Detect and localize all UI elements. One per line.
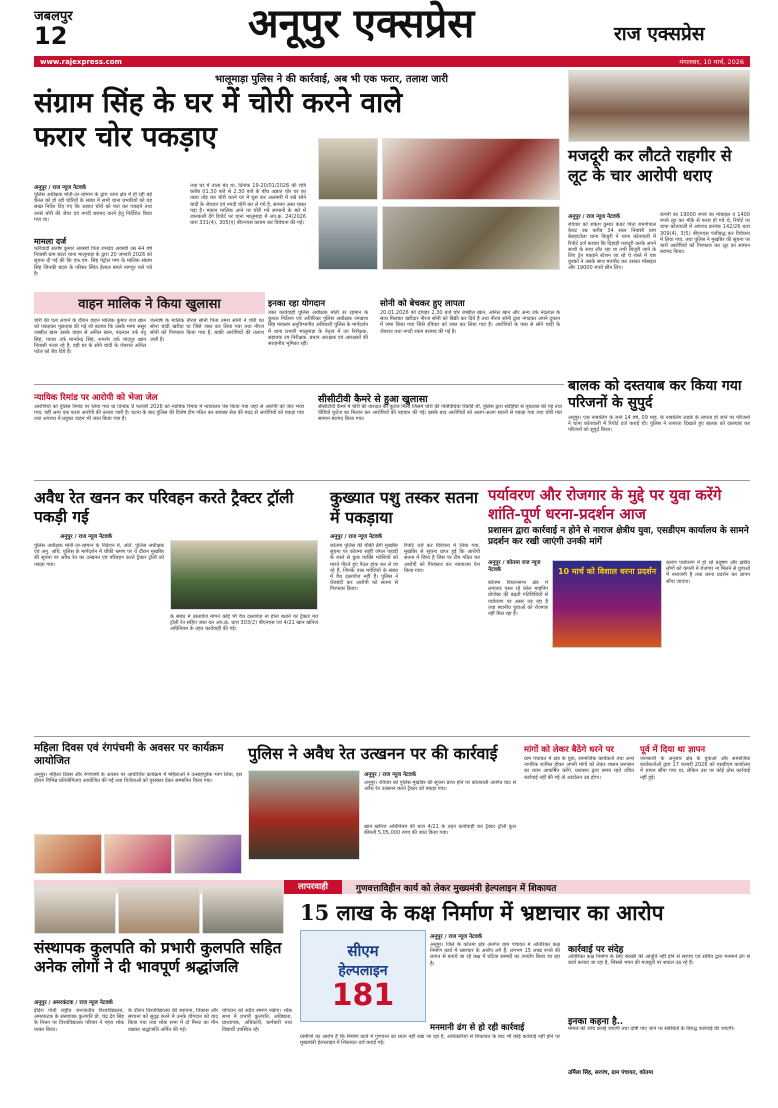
cm-side-head: कार्रवाई पर संदेह: [568, 945, 624, 955]
missing-boy-body: अनूपुर। एक नाबालिग के जाने 14 वर्ष, 09 माह, के नाबालिग लड़के के लापता हो जाने पर परिजनों ने थाना कोतवाली में रिपोर्ट दर्ज कराई थी। पुलिस ने तत्परता दिखाते हुए बालक को दस्तयाब कर परिजनों को सुपुर्द किया।: [568, 415, 750, 434]
tribute-photo: [34, 886, 116, 934]
cm-strip-text: गुणवत्ताविहीन कार्य को लेकर मुख्यमंत्री हेल्पलाइन में शिकायत: [355, 883, 557, 894]
farmers-head: मांगों को लेकर बैठेंगे धरने पर: [524, 745, 614, 755]
robbery-body: कंपनी का 19000 रुपये का मोबाइल व 1400 रुपये लूट कर मौके से फरार हो गये थे, रिपोर्ट पर थाना कोतवाली में अपराध क्रमांक 142/26 धारा 309(4), 3(5) बीएनएस पंजीबद्ध कर विवेचना में लिया गया, तथा पुलिस ने मुखबिर की सूचना पर चारों आरोपियों को गिरफ्तार कर लूट का सामान बरामद किया।: [660, 212, 750, 256]
city-label: जबलपुर: [34, 9, 73, 24]
women-day-body: अनूपुर। महिला दिवस और रंगपंचमी के अवसर पर आयोजित कार्यक्रम में महिलाओं ने उत्साहपूर्वक भाग लिया, इस दौरान विभिन्न प्रतियोगिताएं आयोजित की गईं तथा विजेताओं को पुरस्कार देकर सम्मानित किया गया।: [34, 772, 242, 785]
police-sand-body: अनूपुर। रविवार को पुलिस मुखबिर की सूचना प्राप्त होने पर कोतवाली अंतर्गत घाट से अवैध रेत उत्खनन करते ट्रैक्टर को पकड़ा गया।: [364, 780, 516, 793]
tribute-body: के दौरान विश्वविद्यालय की स्थापना, विकास और संरचना को सुदृढ़ करने में उनके योगदान को याद किया गया तथा शोक सभा में दो मिनट का मौन रखकर श्रद्धांजलि अर्पित की गई।: [128, 1008, 218, 1033]
lead-body: पुलिस अधीक्षक मोती-उर-रहमान के द्वारा थाना क्षेत्र में हो रही बड़े चैनल को हो रही चोरियों के संबंध में सभी थाना प्रभारियों को यह सख्त निर्देश दिए गए कि अज्ञात चोरों को पता कर पकड़ने तथा उनसे चोरी की जेवर एवं नगदी बरामद करने हेतु निर्देशित किया गया था।: [34, 192, 152, 223]
accused-photo: [568, 70, 750, 142]
cm-side-body: मामले की जांच कराई जाएगी तथा दोषी पाए जाने पर संबंधितों के विरुद्ध कार्रवाई की जाएगी।: [568, 1026, 735, 1032]
farmers-body: ग्राम पंचायत में क्षेत्र के युवा, सामाजिक कार्यकर्ता तथा अन्य नागरिक शामिल होकर अपनी मांगों को लेकर शासन प्रशासन का ध्यान आकर्षित करेंगे, प्रशासन द्वारा समय रहते उचित कार्रवाई नहीं की गई तो आंदोलन उग्र होगा।: [524, 756, 634, 781]
helpline-cm: सीएम: [347, 941, 379, 960]
arrest-photo: [382, 206, 560, 270]
protest-poster: [552, 560, 662, 648]
cattle-body: कोतमा पुलिस की चौकी ठेंगी मुखबिर सूचना पर कोतमा साहीं जंगल पहाड़ी के रास्ते से कुछ व्यक्ति मवेशियों को मारते पीटते हुए पैदल हांक कर ले जा रहे हैं, जिनके पास मवेशियों के संबंध में वैध दस्तावेज नहीं हैं। पुलिस ने घेराबंदी कर आरोपी को सतना से गिरफ्तार किया।: [330, 543, 398, 593]
tribute-photos: [34, 886, 284, 934]
cattle-byline: अनूपुर / राज न्यूज नेटवर्क: [330, 534, 383, 540]
divider: [34, 384, 564, 385]
lead-body: जलवर्ष के मालिक नीरज सोनी पिता उमेश सोनी ने चोरी का सोना चांदी खरीदा था जिसे जब्त कर लिया गया तथा नीरज सोनी को गिरफ्तार किया गया है, बाकी आरोपियों की तलाश जारी है।: [150, 318, 264, 343]
site-url[interactable]: www.rajexpress.com: [40, 57, 122, 66]
event-photo: [174, 834, 242, 874]
remand-body: आरोपियों को पुलिस रिमांड पर लिया गया था दिनांक 9 फरवरी 2026 को न्यायिक रिमांड में न्यायालय पेश किया गया जहां से आरोपी को जेल भेजा गया, वहीं अन्य एक फरार आरोपी की तलाश जारी है। घटना के बाद पुलिस की विशेष टीम गठित कर सायबर सेल की मदद से आरोपियों को पकड़ा गया तथा अपराध में प्रयुक्त वाहन भी जब्त किया गया है।: [34, 404, 304, 423]
cattle-headline: कुख्यात पशु तस्कर सतना में पकड़ाया: [330, 488, 479, 527]
officer-photo: [318, 138, 378, 200]
cm-side-sign: उर्मिला सिंह, सरपंच, ग्राम पंचायत, कोतमा: [568, 1070, 654, 1076]
cm-body: ग्रामीणों का आरोप है कि निर्माण कार्य में गुणवत्ता का ध्यान नहीं रखा जा रहा है, अधिकारियों से शिकायत के बाद भी कोई कार्रवाई नहीं होने पर मुख्यमंत्री हेल्पलाइन में शिकायत दर्ज कराई गई।: [300, 1034, 560, 1047]
tractor-photo: [170, 540, 318, 610]
event-photo: [104, 834, 172, 874]
women-day-headline: महिला दिवस एवं रंगपंचमी के अवसर पर कार्यक्रम आयोजित: [34, 742, 224, 767]
cm-side-head: इनका कहना है..: [568, 1017, 623, 1027]
lead-body: फरियादी संतोष कुमार अवस्थी पिता रामदेव अवस्थी उम्र 44 वर्ष निवासी ग्राम बदरा थाना भालूमाड़ा के द्वारा 20 जनवरी 2026 को सूचना दी गई की कि एफ.एम. सिंह पेट्रोल पम्प के मालिक संग्राम सिंह जिनकी बदरा के परिसर स्थित हेलाल बगले नागपुर चले गये है।: [34, 246, 152, 277]
cattle-body: रिपोर्ट दर्ज कर विवेचना में लिया गया, मुखबिर से सूचना प्राप्त हुई कि आरोपी सतना में छिपा है जिस पर टीम गठित कर आरोपी को गिरफ्तार कर न्यायालय पेश किया गया।: [404, 543, 480, 574]
memo-body: जानकारी के अनुसार क्षेत्र के युवाओं और सामाजिक कार्यकर्ताओं द्वारा 17 फरवरी 2026 को एसडीएम कार्यालय में ज्ञापन सौंपा गया था, लेकिन उस पर कोई ठोस कार्रवाई नहीं हुई।: [640, 756, 750, 781]
missing-body: 20.01.2026 को दोपहर 2.30 बजे चोर जब्बील खान, अनिल खान और अन्य उर्फ नंदलाल के साथ मिलकर खरीदार नीरज सोनी को बिक्री कर दिये है तथा नीरज सोनी द्वारा नगदकर अपने दुकान में जमा किया गया जिसे रविवार को जब्त कर लिया गया है। आरोपियों के पास से सोने चांदी के जेवरात तथा नगदी रकम बरामद की गई है।: [380, 310, 560, 335]
cm-byline: अनूपुर / राज न्यूज नेटवर्क: [430, 934, 483, 940]
missing-head: सोनी को बेचकर हुए लापता: [380, 299, 465, 309]
protest-byline: अनूपुर / कोतमा राज न्यूज नेटवर्क: [488, 560, 541, 573]
divider: [34, 736, 750, 737]
tribute-byline: अनूपुर / अमरकंटक / राज न्यूज नेटवर्क: [34, 1000, 113, 1006]
lead-body: चोरी की पता लगाने के दौरान वाहन मालिक कुमार राज खान को पकड़कर पूछताछ की गई जो बताया कि उसके मामा ससुर जब्बील खान उसके वाहन से अनिल खान, नंदलाल उर्फ नंदू सिंह, पातार उर्फ मानवेन्द्र सिंह, शमशेर उर्फ चांदपुर खान निवासी फरार रहे है, वही घर के सोने चांदी के जेवरात अनिल पटेल को बेच दिये हैं।: [34, 318, 146, 356]
contribution-body: उक्त कार्यवाही पुलिस अधीक्षक मोती उर रहमान के कुशल निर्देशन एवं अतिरिक्त पुलिस अधीक्षक जगन्नाथ सिंह मरकाम अनुविभागीय अधिकारी पुलिस के मार्गदर्शन में थाना प्रभारी भालूमाड़ा के नेतृत्व में उप निरीक्षक, सहायक उप निरीक्षक, प्रधान आरक्षक एवं आरक्षकों की सराहनीय भूमिका रही।: [268, 310, 368, 348]
cm-body: अनूपुर। जिले के कोतमा क्षेत्र अंतर्गत ग्राम पंचायत में अतिरिक्त कक्ष निर्माण कार्य में भ्रष्टाचार के आरोप लगे हैं, लगभग 15 लाख रुपये की लागत से बनाये जा रहे कक्ष में घटिया सामग्री का उपयोग किया जा रहा है।: [430, 942, 560, 967]
cctv-body: सीसीटीवी कैमरे में चोरी की वारदात की फुटेज मिली जिसमें चोरों की गतिविधियां रिकॉर्ड थीं, पुलिस द्वारा संदेहियों से पूछताछ की गई तथा वीडियो फुटेज का मिलान कर आरोपियों की पहचान की गई। इसके बाद आरोपियों को अलग-अलग स्थानों से पकड़ा गया तथा चोरी गया सामान बरामद किया गया।: [318, 404, 562, 423]
page-number: 12: [34, 22, 68, 50]
officer-photo: [318, 206, 378, 270]
robbery-headline: मजदूरी कर लौटते राहगीर से लूट के चार आरोपी धराए: [568, 146, 732, 185]
cm-headline: 15 लाख के कक्ष निर्माण में भ्रष्टाचार का आरोप: [300, 900, 664, 925]
protest-deck: प्रशासन द्वारा कार्रवाई न होने से नाराज क्षेत्रीय युवा, एसडीएम कार्यालय के सामने प्रदर्शन कर रखी जाएंगी उनकी मांगें: [488, 526, 749, 547]
arrest-photo: [382, 138, 560, 200]
masthead-strip: [34, 56, 750, 67]
tribute-body: इंदिरा गांधी राष्ट्रीय जनजातीय विश्वविद्यालय, अमरकंटक के संस्थापक कुलपति प्रो. चंद्र देव सिंह के निधन पर विश्वविद्यालय परिवार ने गहरा शोक व्यक्त किया।: [34, 1008, 124, 1033]
protest-body: कारण पर्यावरण में हो रहे प्रदूषण और क्षेत्रीय लोगों को कंपनी में रोजगार ना मिलने से युवाओं में नाराजगी है तथा धरना प्रदर्शन कर ज्ञापन सौंपा जाएगा।: [666, 560, 750, 585]
lead-subhead: मामला दर्ज: [34, 236, 67, 246]
cctv-head: सीसीटीवी कैमरे से हुआ खुलासा: [318, 394, 428, 405]
police-photos: [310, 138, 560, 278]
women-day-photos: [34, 834, 242, 874]
cm-subhead: मनमानी ढंग से हो रही कार्रवाई: [430, 1023, 525, 1033]
divider: [34, 480, 750, 481]
police-sand-byline: अनूपुर / राज न्यूज नेटवर्क: [364, 772, 417, 778]
tribute-photo: [118, 886, 200, 934]
tribute-headline: संस्थापक कुलपति को प्रभारी कुलपति सहित अनेक लोगों ने दी भावपूर्ण श्रद्धांजलि: [34, 938, 282, 976]
tribute-photo: [202, 886, 284, 934]
helpline-logo: [300, 930, 426, 1022]
sand-body: पुलिस अधीक्षक मोती-उर-रहमान के निर्देशन में, अति. पुलिस अधीक्षक एवं अनु. अधि. पुलिस के मार्गदर्शन में चौकी भ्रमण पर थे दौरान मुखबिर की सूचना पर अवैध रेत का उत्खनन एवं परिवहन करते ट्रैक्टर ट्रॉली को पकड़ा गया।: [34, 543, 164, 568]
sand-headline: अवैध रेत खनन कर परिवहन करते ट्रैक्टर ट्रॉली पकड़ी गई: [34, 488, 294, 526]
protest-body: कोतमा विधानसभा क्षेत्र में लगातार पसर रहे कोल माइनिंग प्रोजेक्ट की बढ़ती गतिविधियों से पर्यावरण पर असर पड़ रहा है तथा स्थानीय युवाओं को रोजगार नहीं मिल रहा है।: [488, 580, 548, 618]
lead-headline: संग्राम सिंह के घर में चोरी करने वाले फरार चोर पकड़ाए: [34, 86, 403, 153]
poster-text: 10 मार्च को विशाल धरना प्रदर्शन: [557, 567, 657, 576]
sand-body: के संबंध में दस्तावेज मांगने कोई भी वैध दस्तावेज ना होना बताने पर ट्रैक्टर मय ट्रॉली रेत सहित जब्त कर अप.क्र. धारा 303(2) बीएनएस एवं 4/21 खान खनिज अधिनियम के तहत कार्यवाही की गई।: [170, 614, 318, 633]
publisher-logo: राज एक्सप्रेस: [614, 23, 705, 45]
tribute-body: योगदान को सदैव स्मरण रखेगा। शोक सभा में प्रभारी कुलपति, अधिष्ठाता, प्राध्यापक, अधिकारी, कर्मचारी तथा विद्यार्थी उपस्थित रहे।: [222, 1008, 292, 1033]
event-photo: [34, 834, 102, 874]
robbery-byline: अनूपुर / राज न्यूज नेटवर्क: [568, 214, 621, 220]
memo-head: पूर्व में दिया था ज्ञापन: [640, 745, 706, 755]
robbery-body: रविवार को राकेश कुमार केवट पिता रामगोपाल केवट उम्र करीब 34 साल निवासी ग्राम बेलहाटोला थाना बिजुरी ने थाना कोतवाली में रिपोर्ट दर्ज कराया कि दिहाड़ी मजदूरी करके अपने साथी के साथ लौट रहा था तभी बिजुरी जाने के लिए ट्रेन पकड़ने स्टेशन जा रहे थे रास्ते में चार युवकों ने उसके साथ मारपीट कर उसका मोबाइल और 19000 रुपये छीन लिए।: [568, 222, 656, 272]
remand-head: न्यायिक रिमांड पर आरोपी को भेजा जेल: [34, 393, 158, 403]
missing-boy-headline: बालक को दस्तयाब कर किया गया परिजनों के सुपुर्द: [568, 378, 742, 411]
lead-body: तथा घर में ताला बंद था, दिनांक 19-20/01/2026 की रात्रि करीब 01.30 बजे से 2.30 बजे के बीच अज्ञात चोर घर का ताला तोड़ कर चोरी करने घर में घुस कर अलमारी में रखे सोने चांदी के जेवरात एवं नगदी चोरी कर ले गये है, सामान अस्त व्यस्त पड़ा है। मकान मालिक आने पर चोरी गये सामानों के बारे में जानकारी देंगे रिपोर्ट पर थाना भालूमाड़ा में अप.क्र. 24/2026 धारा 331(4), 305(ए) बीएनएस कायम कर विवेचना की गई।: [190, 183, 306, 227]
police-sand-body: खान खनिज अधिनियम की धारा 4/21 के तहत कार्यवाही कर ट्रैक्टर ट्रॉली कुल कीमती 5,05,000 रुपए की जब्त किया गया।: [364, 824, 516, 837]
brand-title: अनूपुर एक्सप्रेस: [248, 0, 475, 47]
masthead: [0, 0, 778, 60]
protest-headline: पर्यावरण और रोजगार के मुद्दे पर युवा करेंगे शांति-पूर्ण धरना-प्रदर्शन आज: [488, 486, 722, 523]
negligence-tag: लापरवाही: [284, 880, 342, 894]
police-sand-headline: पुलिस ने अवैध रेत उत्खनन पर की कार्रवाई: [248, 744, 498, 763]
contribution-head: इनका रहा योगदान: [268, 299, 326, 309]
helpline-number: 181: [331, 977, 395, 1013]
tractor-photo: [248, 770, 360, 860]
cm-side-body: अतिरिक्त कक्ष निर्माण के लिए स्वच्छी की आपूर्ति नहीं होने से सरपंच एवं सचिव द्वारा मनमाने ढंग से कार्य कराया जा रहा है, जिससे भवन की मजबूती पर सवाल उठ रहे हैं।: [568, 954, 750, 967]
lead-kicker: भालूमाड़ा पुलिस ने की कार्रवाई, अब भी एक फरार, तलाश जारी: [215, 74, 448, 85]
issue-date: मंगलवार, 10 मार्च, 2026: [679, 58, 744, 66]
helpline-label: हेल्पलाइन: [338, 962, 388, 979]
sand-byline: अनूपुर / राज न्यूज नेटवर्क: [60, 534, 113, 540]
lead-byline: अनूपुर / राज न्यूज नेटवर्क: [34, 185, 87, 191]
lead-caption-bar: वाहन मालिक ने किया खुलासा: [34, 292, 265, 314]
